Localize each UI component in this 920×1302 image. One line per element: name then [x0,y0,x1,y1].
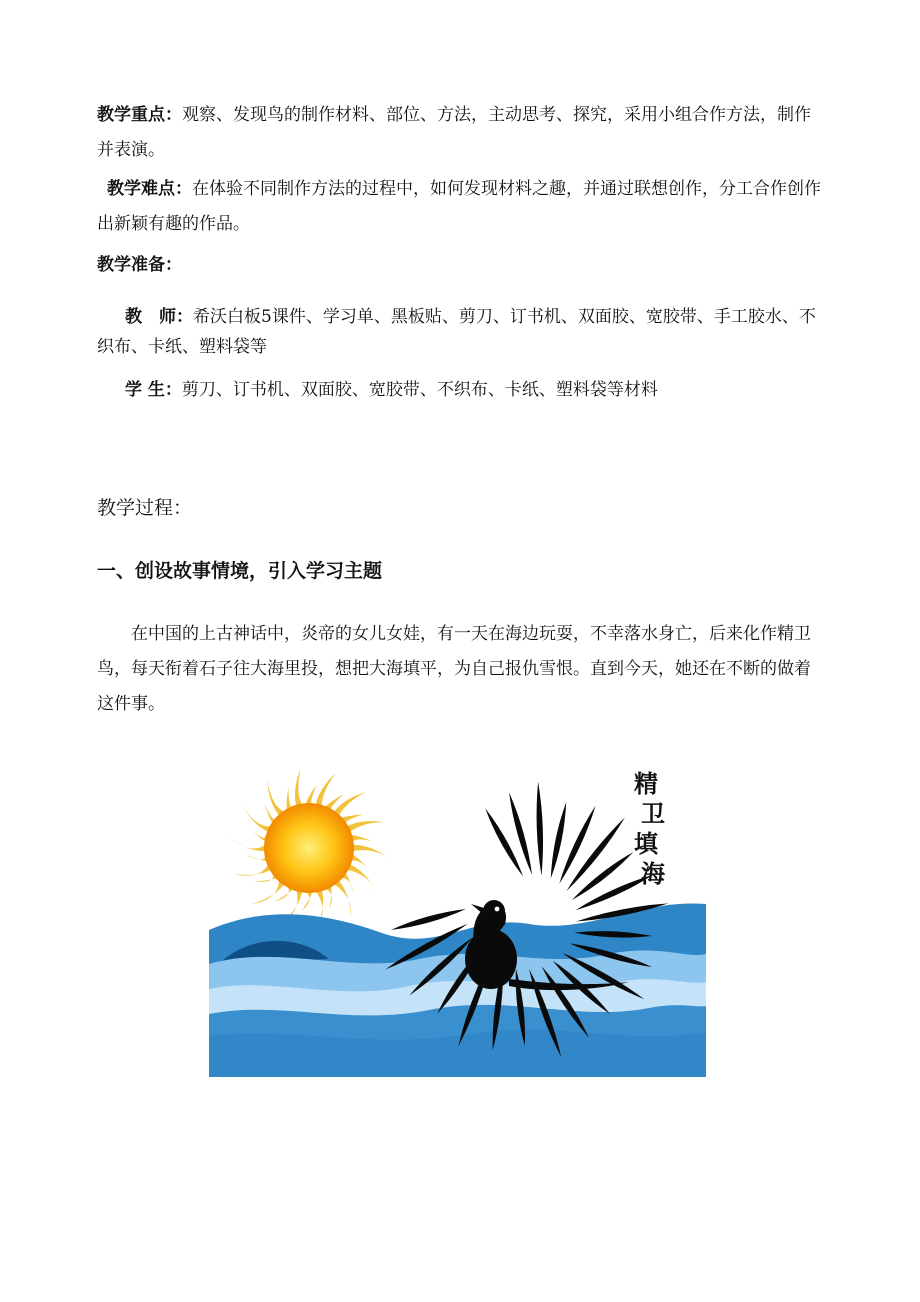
sun-ray [306,784,317,804]
student-materials-text: 剪刀、订书机、双面胶、宽胶带、不织布、卡纸、塑料袋等材料 [181,380,658,400]
teaching-focus-text: 观察、发现鸟的制作材料、部位、方法，主动思考、探究，采用小组合作方法，制作并表演。 [97,105,811,160]
sun-ray [301,892,312,912]
sun-ray [267,780,284,816]
sun-ray [334,792,366,816]
bird-feather [537,782,543,876]
sun-ray [245,855,267,861]
bird-feather [572,852,633,900]
sun-ray [295,768,302,805]
teacher-label: 教 师： [125,307,193,327]
sea-bottom-wave [209,1030,706,1077]
sun-ray [347,864,376,891]
sun-ray [252,880,284,904]
bird-feather [551,802,566,878]
sun-ray [347,821,385,832]
calligraphy-title: 精 卫 填 海 [634,769,665,888]
sun-ray [233,864,271,875]
student-materials [97,373,827,408]
story-paragraph: 在中国的上古神话中，炎帝的女儿女娃，有一天在海边玩耍，不幸落水身亡，后来化作精卫鸟，每天衔着石子往大海里投，想把大海填平，为自己报仇雪恨。直到今天，她还在不断的做着这件事。 [97,624,811,714]
teaching-focus-label: 教学重点： [97,105,182,125]
jingwei-illustration [209,764,706,1077]
bird-feather [509,792,532,875]
sun-ray [230,838,266,851]
sun-icon [264,803,354,893]
teacher-materials-text: 希沃白板5课件、学习单、黑板贴、剪刀、订书机、双面胶、宽胶带、手工胶水、不织布、卡纸、塑料袋等 [97,307,816,357]
teaching-difficulty [97,172,827,242]
section-1-title: 一、创设故事情境，引入学习主题 [97,560,383,582]
student-label: 学 生： [125,380,182,400]
sun-ray [353,845,389,858]
preparation-heading: 教学准备： [97,255,182,275]
bird-feather [391,909,466,930]
process-heading: 教学过程： [97,497,193,519]
teaching-focus [97,98,827,168]
teaching-difficulty-label: 教学难点： [107,179,192,199]
teacher-materials [97,302,827,362]
sun-ray [334,880,351,916]
sun-ray [351,835,373,841]
teaching-difficulty-text: 在体验不同制作方法的过程中，如何发现材料之趣，并通过联想创作，分工合作创作出新颖有趣的作品。 [97,179,821,234]
